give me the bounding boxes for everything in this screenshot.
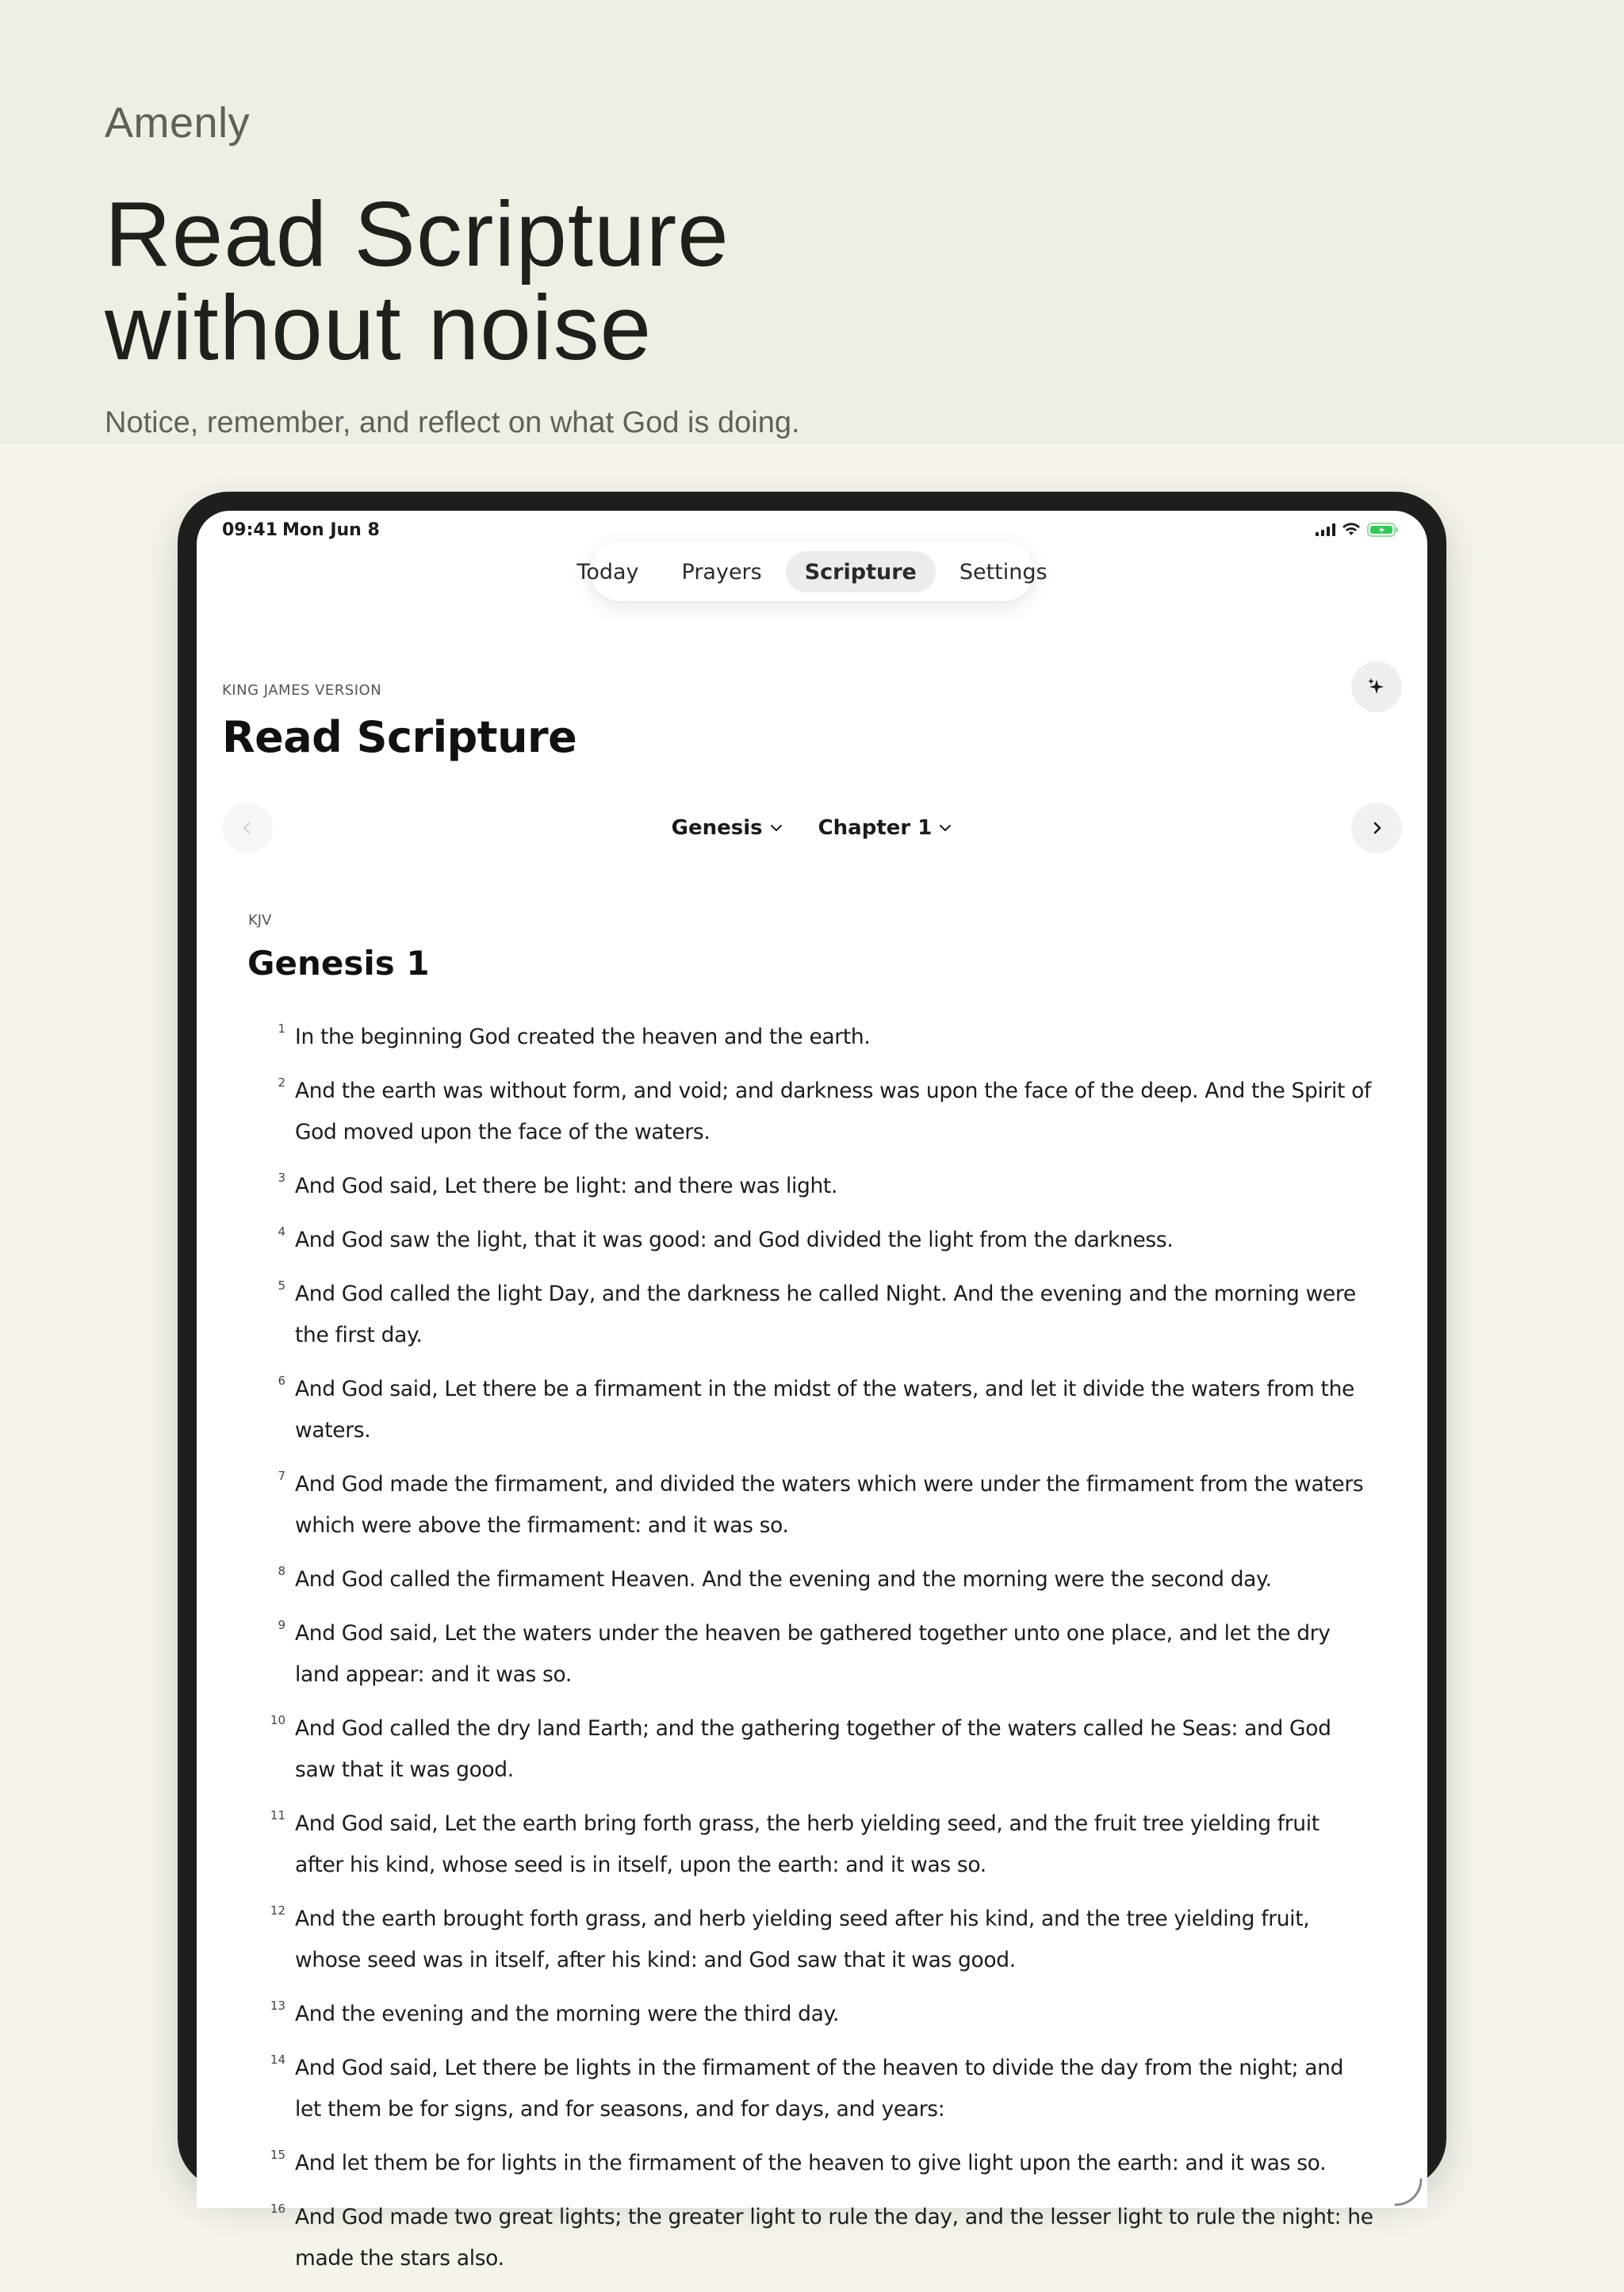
sparkle-icon xyxy=(1365,675,1388,699)
chapter-title: Genesis 1 xyxy=(247,944,430,983)
verse-item[interactable] xyxy=(247,2048,1373,2130)
status-date: Mon Jun 8 xyxy=(282,520,380,540)
verse-item[interactable] xyxy=(247,1071,1373,1153)
battery-icon xyxy=(1367,522,1399,538)
verse-text: And God saw the light, that it was good: and God divided the light from the darkness. xyxy=(295,1228,1174,1252)
verse-item[interactable] xyxy=(247,1559,1373,1600)
verse-number: 4 xyxy=(278,1225,285,1239)
verse-item[interactable] xyxy=(247,1708,1373,1791)
verse-item[interactable] xyxy=(247,1369,1373,1451)
verse-item[interactable] xyxy=(247,1803,1373,1886)
verse-text: And God said, Let the waters under the heaven be gathered together unto one place, and let the dry land appear: and it was so. xyxy=(295,1621,1331,1687)
verse-text: In the beginning God created the heaven and the earth. xyxy=(295,1025,871,1049)
hero-section xyxy=(0,0,1624,444)
next-chapter-button[interactable] xyxy=(1351,803,1402,853)
tablet-screen xyxy=(197,511,1427,2271)
tablet-device-frame xyxy=(178,492,1446,2271)
cellular-signal-icon xyxy=(1315,523,1335,537)
tab-bar xyxy=(576,542,1048,601)
verse-item[interactable] xyxy=(247,1613,1373,1696)
verse-item[interactable] xyxy=(247,2197,1373,2279)
verse-number: 11 xyxy=(270,1808,285,1822)
verse-text: And God said, Let there be lights in the firmament of the heaven to divide the day from the night; and let them be for signs, and for seasons, and for days, and years: xyxy=(295,2056,1344,2121)
book-selector[interactable] xyxy=(672,809,783,847)
verse-item[interactable] xyxy=(247,1274,1373,1356)
brand-name: Amenly xyxy=(105,99,251,147)
verse-number: 10 xyxy=(270,1713,285,1727)
verse-text: And God called the firmament Heaven. And the evening and the morning were the second day. xyxy=(295,1567,1272,1592)
verse-text: And God said, Let the earth bring forth grass, the herb yielding seed, and the fruit tree yielding fruit after his kind, whose seed is in itself, upon the earth: and it was so. xyxy=(295,1811,1320,1877)
verse-number: 6 xyxy=(278,1374,285,1388)
verse-text: And God made two great lights; the greater light to rule the day, and the lesser light to rule the night: he made the stars also. xyxy=(295,2205,1373,2271)
verse-text: And God said, Let there be a firmament in the midst of the waters, and let it divide the waters from the waters. xyxy=(295,1377,1354,1443)
verse-text: And God said, Let there be light: and there was light. xyxy=(295,1174,838,1198)
tab-scripture[interactable]: Scripture xyxy=(786,551,936,592)
verse-item[interactable] xyxy=(247,1464,1373,1547)
chapter-selector-label: Chapter 1 xyxy=(818,816,933,840)
verse-number: 1 xyxy=(278,1021,285,1036)
wifi-icon xyxy=(1342,523,1361,537)
headline xyxy=(105,182,730,379)
verse-text: And God called the light Day, and the darkness he called Night. And the evening and the morning were the first day. xyxy=(295,1282,1356,1347)
resize-handle-icon xyxy=(1392,2176,1424,2208)
version-caption: KING JAMES VERSION xyxy=(222,682,382,699)
status-icons xyxy=(1315,522,1399,538)
verse-number: 15 xyxy=(270,2148,285,2162)
verse-item[interactable] xyxy=(247,1017,1373,1058)
verse-item[interactable] xyxy=(247,1166,1373,1207)
verse-item[interactable] xyxy=(247,1994,1373,2035)
headline-line-2: without noise xyxy=(105,276,653,379)
chapter-selectors xyxy=(197,809,1427,847)
verse-text: And let them be for lights in the firmament of the heaven to give light upon the earth: and it was so. xyxy=(295,2151,1327,2175)
verse-text: And God called the dry land Earth; and the gathering together of the waters called he Seas: and God saw that it was good. xyxy=(295,1716,1331,1782)
verse-number: 16 xyxy=(270,2202,285,2216)
verse-number: 7 xyxy=(278,1469,285,1483)
verse-number: 2 xyxy=(278,1075,285,1090)
chevron-down-icon xyxy=(938,822,952,834)
translation-label: KJV xyxy=(248,912,272,929)
verse-number: 13 xyxy=(270,1999,285,2013)
chevron-down-icon xyxy=(769,822,783,834)
book-selector-label: Genesis xyxy=(671,816,763,840)
tab-settings[interactable]: Settings xyxy=(959,559,1048,584)
verse-number: 8 xyxy=(278,1564,285,1578)
verse-item[interactable] xyxy=(247,2143,1373,2184)
verse-number: 9 xyxy=(278,1618,285,1632)
verse-number: 12 xyxy=(270,1903,285,1918)
verse-list xyxy=(247,1017,1373,2292)
verse-text: And the evening and the morning were the third day. xyxy=(295,2002,840,2026)
tab-today[interactable]: Today xyxy=(576,559,639,584)
verse-item[interactable] xyxy=(247,1220,1373,1261)
verse-number: 5 xyxy=(278,1278,285,1293)
sparkle-button[interactable] xyxy=(1351,661,1402,712)
verse-text: And God made the firmament, and divided the waters which were under the firmament from the waters which were above the firmament: and it was so. xyxy=(295,1472,1364,1538)
status-time: 09:41 xyxy=(222,520,278,540)
headline-line-1: Read Scripture xyxy=(105,182,730,286)
page-title: Read Scripture xyxy=(222,712,577,762)
verse-text: And the earth brought forth grass, and herb yielding seed after his kind, and the tree yielding fruit, whose seed was in itself, after his kind: and God saw that it was good. xyxy=(295,1907,1310,1972)
verse-item[interactable] xyxy=(247,1899,1373,1981)
verse-number: 14 xyxy=(270,2052,285,2067)
subhead: Notice, remember, and reflect on what God is doing. xyxy=(105,406,800,439)
verse-number: 3 xyxy=(278,1171,285,1185)
verse-text: And the earth was without form, and void; and darkness was upon the face of the deep. And the Spirit of God moved upon the face of the waters. xyxy=(295,1079,1371,1144)
tab-prayers[interactable]: Prayers xyxy=(681,559,762,584)
chevron-right-icon xyxy=(1368,819,1385,837)
chapter-selector[interactable] xyxy=(818,809,953,847)
